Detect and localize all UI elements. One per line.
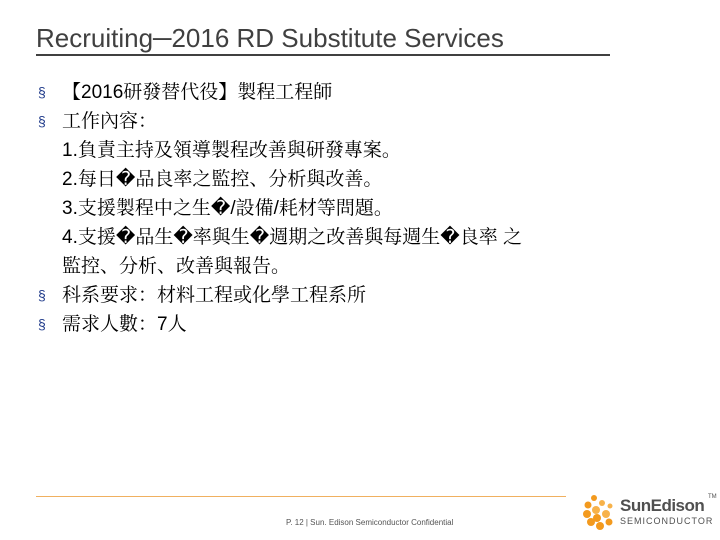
duty-line: 監控、分析、改善與報告。 <box>62 256 291 277</box>
logo-tm: TM <box>708 494 717 500</box>
sun-icon <box>582 492 618 532</box>
footer-text: P. 12 | Sun. Edison Semiconductor Confidential <box>286 518 454 527</box>
bullet-text: 科系要求：材料工程或化學工程系所 <box>62 285 367 306</box>
duty-line: 1.負責主持及領導製程改善與研發專案。 <box>62 140 401 161</box>
bullet-item-duties <box>36 107 676 136</box>
bullet-item-position <box>36 78 676 107</box>
slide-content <box>36 78 676 339</box>
bullet-icon: § <box>38 316 46 332</box>
bullet-text: 工作內容： <box>62 111 158 132</box>
bullet-icon: § <box>38 287 46 303</box>
bullet-text: 需求人數：7人 <box>62 314 187 335</box>
duty-line: 2.每日�品良率之監控、分析與改善。 <box>62 169 383 190</box>
duty-line: 3.支援製程中之生�/設備/耗材等問題。 <box>62 198 393 219</box>
bullet-item-major <box>36 281 676 310</box>
logo-tagline: SEMICONDUCTOR <box>620 516 714 526</box>
duty-line: 4.支援�品生�率與生�週期之改善與每週生�良率 之 <box>62 227 523 248</box>
bullet-text: 【2016研發替代役】製程工程師 <box>62 82 333 103</box>
logo-name: SunEdison <box>620 496 705 515</box>
bullet-icon: § <box>38 113 46 129</box>
bullet-icon: § <box>38 84 46 100</box>
bullet-item-headcount <box>36 310 676 339</box>
footer-rule <box>36 496 566 497</box>
title-underline <box>36 54 610 56</box>
slide-title: Recruiting─2016 RD Substitute Services <box>36 23 504 53</box>
sunedison-logo <box>582 492 717 532</box>
